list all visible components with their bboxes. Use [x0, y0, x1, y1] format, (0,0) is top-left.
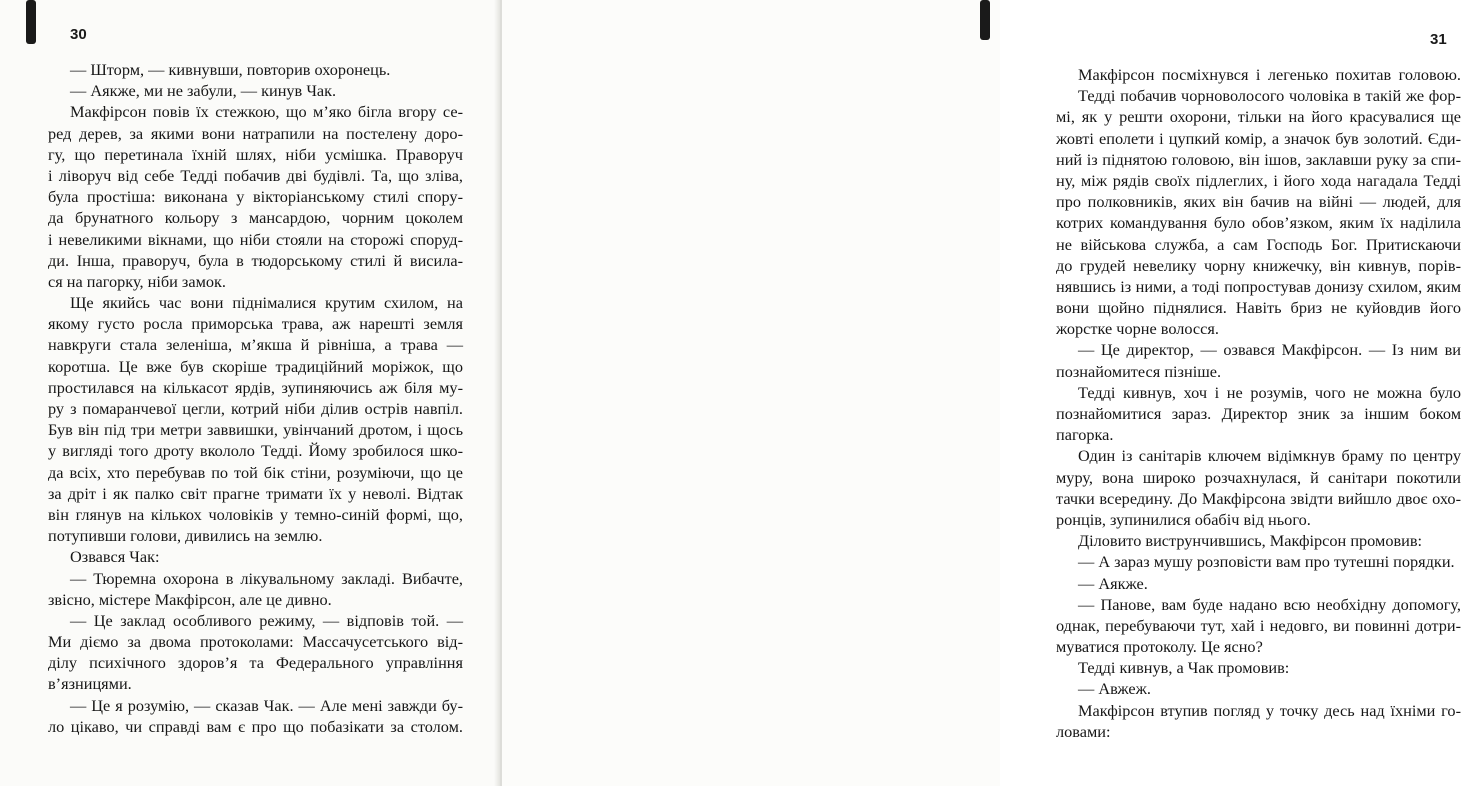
- text-line: котрих командування було обов’язком, яким їх наділила: [1056, 213, 1461, 233]
- text-line: і ліворуч від себе Тедді побачив дві будівлі. Та, що зліва,: [48, 165, 463, 185]
- text-line: і невеликими вікнами, що ніби стояли на сторожі споруд-: [48, 229, 463, 249]
- text-line: жорстке чорне волосся.: [1056, 319, 1219, 339]
- text-line: Макфірсон посміхнувся і легенько похитав головою.: [1078, 65, 1461, 84]
- text-line: нявшись із ними, а тоді попростував донизу схилом, яким: [1056, 276, 1461, 296]
- text-line: простилався на кількасот ярдів, зупиняючись аж біля му-: [48, 377, 463, 397]
- text-line: за дріт і як палко світ прагне тримати їх у неволі. Відтак: [48, 483, 463, 503]
- page-number: 30: [70, 26, 87, 43]
- page-number: 31: [1430, 31, 1447, 48]
- text-line: Був він під три метри заввишки, увінчаний дротом, і щось: [48, 420, 463, 440]
- text-line: — Шторм, — кивнувши, повторив охоронець.: [70, 60, 391, 79]
- text-line: Діловито виструнчившись, Макфірсон промовив:: [1078, 531, 1423, 551]
- text-line: у вигляді того дроту вкололо Тедді. Йому зробилося шко-: [48, 441, 463, 461]
- text-line: — Авжеж.: [1078, 679, 1151, 699]
- text-line: — А зараз мушу розповісти вам про тутешні порядки.: [1078, 552, 1455, 572]
- text-line: не військова служба, а сам Господь Бог. Притискаючи: [1056, 234, 1461, 254]
- text-line: Тедді кивнув, а Чак промовив:: [1078, 658, 1290, 678]
- text-line: Ми діємо за двома протоколами: Массачусетського від-: [48, 632, 463, 652]
- text-line: потупивши голови, дивились на землю.: [48, 526, 323, 546]
- text-line: ло цікаво, чи справді вам є про що побазікати за столом.: [48, 716, 463, 736]
- text-line: була простіша: виконана у вікторіанському стилі спору-: [48, 187, 463, 207]
- text-line: — Панове, вам буде надано всю необхідну допомогу,: [1078, 594, 1461, 614]
- text-line: тачки всередину. До Макфірсона звідти вийшло двоє охо-: [1056, 488, 1461, 508]
- text-line: ронців, зупинилися обабіч від нього.: [1056, 509, 1311, 529]
- text-line: — Це заклад особливого режиму, — відповів той. —: [70, 610, 463, 630]
- text-line: звісно, містере Макфірсон, але це дивно.: [48, 589, 332, 609]
- text-line: ний із піднятою головою, він ішов, заклавши руку за спи-: [1056, 149, 1461, 169]
- text-line: Тедді кивнув, хоч і не розумів, чого не можна було: [1078, 382, 1461, 402]
- page-body-text: [48, 59, 463, 737]
- text-line: пагорка.: [1056, 425, 1114, 445]
- text-line: якому густо росла приморська трава, аж нарешті земля: [48, 314, 463, 334]
- text-line: ну, між рядів своїх підлеглих, і його хода нагадала Тедді: [1056, 170, 1461, 190]
- text-line: вони щойно піднялися. Навіть бриз не куйовдив його: [1056, 298, 1461, 318]
- right-page: [502, 0, 1461, 786]
- text-line: жовті еполети і цупкий комір, а значок був золотий. Єди-: [1056, 128, 1461, 148]
- text-line: Озвався Чак:: [70, 547, 160, 567]
- text-line: навкруги стала зеленіша, м’якша й рівніша, а трава —: [48, 335, 463, 355]
- text-line: в’язницями.: [48, 674, 132, 694]
- text-line: гу, що перетинала їхній шлях, ніби усмішка. Праворуч: [48, 144, 463, 164]
- text-line: ред дерев, за якими вони натрапили на постелену доро-: [48, 123, 463, 143]
- text-line: муватися протоколу. Це ясно?: [1056, 637, 1263, 657]
- text-line: — Аякже.: [1078, 573, 1148, 593]
- left-page: [0, 0, 498, 786]
- text-line: — Аякже, ми не забули, — кинув Чак.: [70, 81, 337, 101]
- text-line: він глянув на кількох чоловіків у темно-синій формі, що,: [48, 504, 463, 524]
- text-line: ділу психічного здоров’я та Федерального управління: [48, 653, 463, 673]
- text-line: да брунатного кольору з мансардою, чорним цоколем: [48, 208, 463, 228]
- text-line: ди. Інша, праворуч, була в тюдорському стилі й висила-: [48, 250, 463, 270]
- text-line: — Це я розумію, — сказав Чак. — Але мені завжди бу-: [70, 695, 463, 715]
- text-line: — Це директор, — озвався Макфірсон. — Із ним ви: [1078, 340, 1461, 360]
- text-line: однак, перебуваючи тут, хай і недовго, ви повинні дотри-: [1056, 615, 1461, 635]
- text-line: ру з помаранчевої цегли, котрий ніби ділив острів навпіл.: [48, 399, 463, 418]
- text-line: до грудей невелику чорну книжечку, він кивнув, порів-: [1056, 255, 1461, 275]
- text-line: Макфірсон повів їх стежкою, що м’яко бігла вгору се-: [70, 102, 463, 122]
- page-edge-mark: [980, 0, 990, 40]
- text-line: муру, вона широко розчахнулася, й санітари покотили: [1056, 467, 1461, 487]
- text-line: познайомитеся пізніше.: [1056, 361, 1222, 381]
- text-line: Тедді побачив чорноволосого чоловіка в такій же фор-: [1078, 86, 1461, 106]
- text-line: про полковників, яких він бачив на війні — людей, для: [1056, 192, 1461, 212]
- page-edge-mark: [26, 0, 36, 44]
- text-line: ся на пагорку, ніби замок.: [48, 271, 227, 291]
- text-line: — Тюремна охорона в лікувальному закладі. Вибачте,: [70, 568, 463, 588]
- text-line: Ще якийсь час вони піднімалися крутим схилом, на: [70, 293, 463, 313]
- text-line: мі, як у решти охорони, тільки на його красувалися ще: [1056, 107, 1461, 127]
- text-line: Макфірсон втупив погляд у точку десь над їхніми го-: [1078, 700, 1461, 720]
- text-line: ловами:: [1056, 721, 1111, 741]
- text-line: коротша. Це вже був скоріше традиційний моріжок, що: [48, 356, 463, 376]
- text-line: познайомитися зараз. Директор зник за іншим боком: [1056, 404, 1461, 423]
- page-body-text: [1056, 64, 1461, 742]
- text-line: Один із санітарів ключем відімкнув браму по центру: [1078, 446, 1461, 466]
- text-line: да всіх, хто перебував по той бік стіни, розуміючи, що це: [48, 462, 463, 482]
